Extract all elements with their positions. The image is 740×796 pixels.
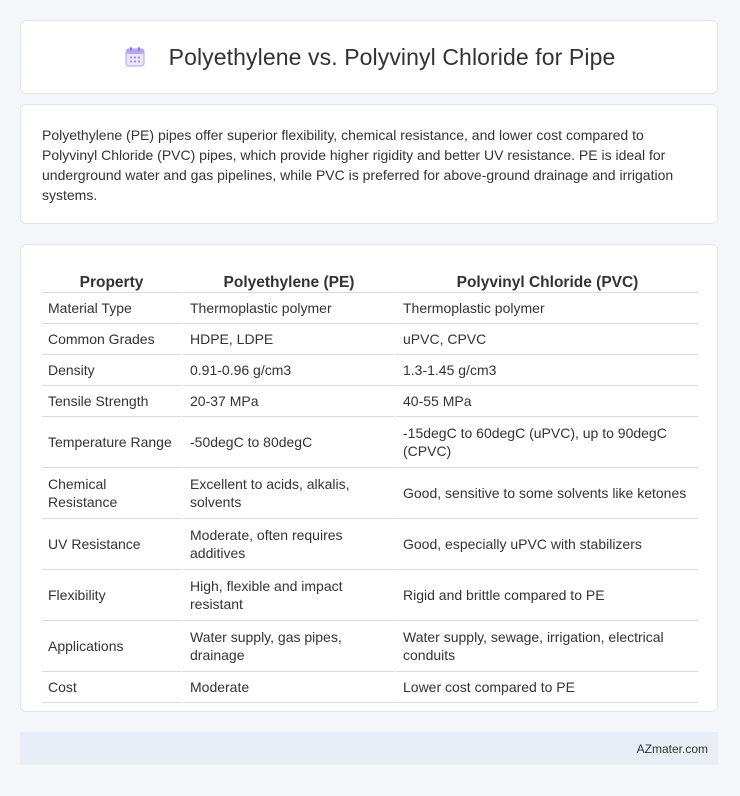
table-row [42,672,698,703]
row-pe-value: 0.91-0.96 g/cm3 [181,355,394,386]
footer-bar [20,732,718,765]
row-pvc-value: Good, sensitive to some solvents like ketones [394,468,698,519]
row-pe-value: Moderate [181,672,394,703]
comparison-table-card [20,244,718,712]
page-title: Polyethylene vs. Polyvinyl Chloride for Pipe [168,43,616,70]
calendar-icon [123,45,147,69]
intro-paragraph: Polyethylene (PE) pipes offer superior flexibility, chemical resistance, and lower cost compared to Polyvinyl Chloride (PVC) pipes, which provide higher rigidity and better UV resistance. PE is ideal for underground water and gas pipelines, while PVC is preferred for above-ground drainage and irrigation systems. [42,127,674,203]
row-property: Chemical Resistance [42,468,181,519]
row-pvc-value: Lower cost compared to PE [394,672,698,703]
table-row [42,386,698,417]
row-property: Applications [42,621,181,672]
row-pe-value: Water supply, gas pipes, drainage [181,621,394,672]
row-pvc-value: uPVC, CPVC [394,324,698,355]
row-pvc-value: Rigid and brittle compared to PE [394,570,698,621]
row-property: Cost [42,672,181,703]
table-row [42,570,698,621]
row-pvc-value: -15degC to 60degC (uPVC), up to 90degC (CPVC) [394,417,698,468]
row-pe-value: 20-37 MPa [181,386,394,417]
row-pvc-value: 40-55 MPa [394,386,698,417]
row-pe-value: Moderate, often requires additives [181,519,394,570]
row-property: Material Type [42,293,181,324]
row-property: UV Resistance [42,519,181,570]
header-property: Property [42,265,181,293]
table-row [42,468,698,519]
footer-site-link[interactable]: AZmater.com [636,741,708,756]
row-property: Common Grades [42,324,181,355]
table-row [42,324,698,355]
table-row [42,417,698,468]
row-pvc-value: 1.3-1.45 g/cm3 [394,355,698,386]
intro-card [20,104,718,224]
row-pe-value: -50degC to 80degC [181,417,394,468]
row-pvc-value: Water supply, sewage, irrigation, electrical conduits [394,621,698,672]
row-property: Flexibility [42,570,181,621]
table-row [42,519,698,570]
row-property: Temperature Range [42,417,181,468]
comparison-table [42,265,698,703]
row-pvc-value: Good, especially uPVC with stabilizers [394,519,698,570]
table-row [42,355,698,386]
row-pe-value: High, flexible and impact resistant [181,570,394,621]
row-pe-value: Excellent to acids, alkalis, solvents [181,468,394,519]
row-pe-value: Thermoplastic polymer [181,293,394,324]
title-card [20,20,718,94]
row-property: Tensile Strength [42,386,181,417]
header-pvc: Polyvinyl Chloride (PVC) [394,265,698,293]
table-row [42,293,698,324]
row-pvc-value: Thermoplastic polymer [394,293,698,324]
row-property: Density [42,355,181,386]
header-pe: Polyethylene (PE) [181,265,394,293]
table-row [42,621,698,672]
table-header-row [42,265,698,293]
row-pe-value: HDPE, LDPE [181,324,394,355]
